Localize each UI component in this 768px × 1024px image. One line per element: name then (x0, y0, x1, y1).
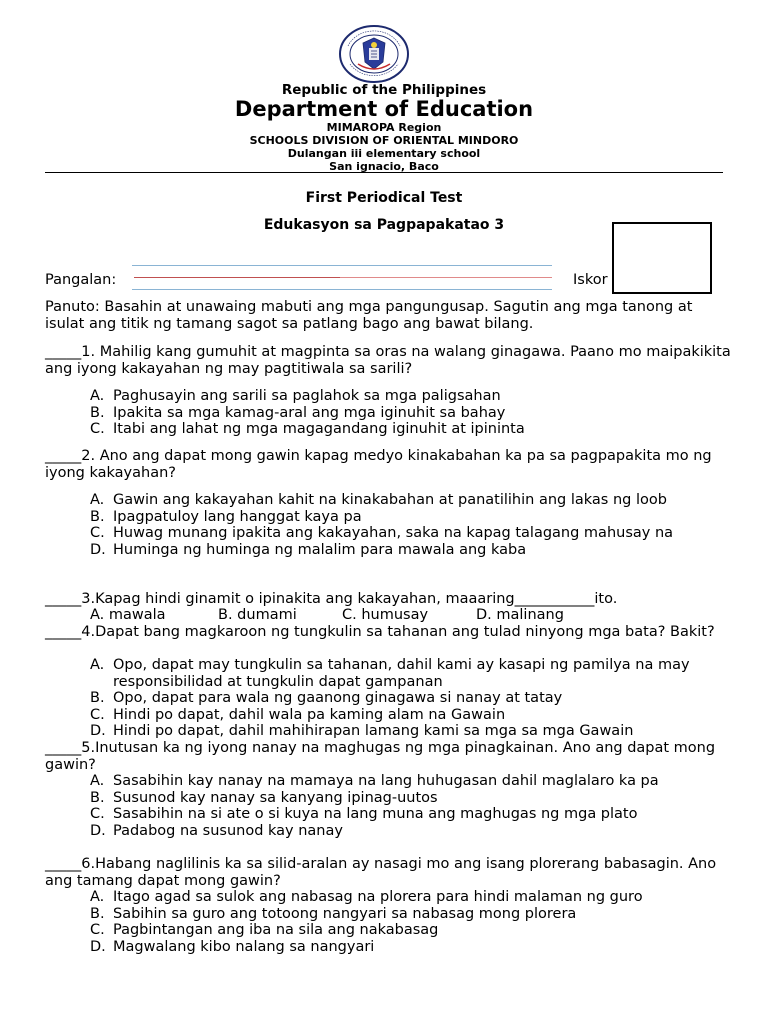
choice-text: Huwag munang ipakita ang kakayahan, saka na kapag talagang mahusay na (113, 525, 674, 541)
question-6-choices (90, 889, 730, 955)
choice-item (90, 607, 218, 624)
question-4: _____4.Dapat bang magkaroon ng tungkulin sa tahanan ang tulad ninyong mga bata? Bakit? (45, 624, 715, 640)
choice-item (90, 542, 730, 559)
choice-item (476, 607, 564, 624)
choice-text: Itabi ang lahat ng mga magagandang iginuhit at ipininta (113, 421, 525, 437)
choice-letter: D. (90, 723, 106, 739)
name-label: Pangalan: (45, 272, 117, 288)
question-5-choices (90, 773, 730, 839)
choice-letter: B. (90, 905, 105, 922)
choice-item (90, 525, 730, 542)
choice-letter: B. (218, 607, 233, 623)
choice-item (90, 388, 730, 405)
choice-item (90, 823, 730, 840)
deped-seal-logo (338, 24, 410, 84)
republic-heading: Republic of the Philippines (281, 82, 487, 98)
question-1-choices (90, 388, 730, 438)
question-2-choices (90, 492, 730, 558)
choice-letter: C. (90, 806, 105, 822)
choice-letter: C. (90, 421, 105, 437)
choice-letter: B. (90, 508, 105, 525)
question-4-choices (90, 657, 730, 740)
choice-text: Opo, dapat may tungkulin sa tahanan, dahil kami ay kasapi ng pamilya na may responsibilidad at tungkulin dapat gampanan (113, 657, 690, 690)
choice-letter: C. (90, 922, 105, 938)
choice-text: dumami (237, 607, 297, 623)
choice-letter: C. (90, 706, 105, 723)
name-line-mid-accent (134, 277, 340, 278)
choice-item (90, 707, 730, 724)
choice-text: Huminga ng huminga ng malalim para mawala ang kaba (113, 541, 527, 558)
subject-title: Edukasyon sa Pagpapakatao 3 (263, 217, 505, 233)
choice-item (90, 939, 730, 956)
choice-item (90, 657, 730, 690)
choice-letter: B. (90, 789, 105, 806)
choice-letter: B. (90, 690, 105, 706)
choice-item (90, 421, 730, 438)
choice-letter: A. (90, 388, 105, 404)
choice-text: Padabog na susunod kay nanay (113, 822, 343, 839)
choice-item (342, 607, 476, 624)
choice-letter: A. (90, 607, 105, 623)
choice-text: Sabihin sa guro ang totoong nangyari sa nabasag mong plorera (113, 905, 577, 922)
choice-letter: A. (90, 492, 105, 508)
choice-text: Susunod kay nanay sa kanyang ipinag-uutos (113, 789, 438, 806)
question-3-choices (90, 607, 564, 624)
choice-text: Gawin ang kakayahan kahit na kinakabahan at panatilihin ang lakas ng loob (113, 492, 667, 508)
score-label: Iskor (573, 272, 608, 288)
division-heading: SCHOOLS DIVISION OF ORIENTAL MINDORO (249, 134, 519, 147)
choice-text: Paghusayin ang sarili sa paglahok sa mga paligsahan (113, 388, 501, 404)
score-box (612, 222, 712, 294)
choice-letter: C. (90, 525, 105, 541)
choice-item (90, 806, 730, 823)
question-1: _____1. Mahilig kang gumuhit at magpinta sa oras na walang ginagawa. Paano mo maipakikita ang iyong kakayahan ng may pagtitiwala sa sarili? (45, 344, 731, 377)
choice-item (90, 509, 730, 526)
choice-item (90, 906, 730, 923)
choice-text: mawala (108, 607, 166, 623)
question-3: _____3.Kapag hindi ginamit o ipinakita ang kakayahan, maaaring___________ito. (45, 591, 618, 607)
choice-text: Opo, dapat para wala ng gaanong ginagawa si nanay at tatay (113, 690, 563, 706)
department-heading: Department of Education (234, 97, 534, 121)
name-line-top (132, 265, 552, 266)
choice-text: Ipagpatuloy lang hanggat kaya pa (113, 508, 362, 525)
school-heading: Dulangan iii elementary school (287, 147, 481, 160)
header-divider (45, 172, 723, 173)
choice-item (90, 492, 730, 509)
choice-item (90, 773, 730, 790)
choice-letter: A. (90, 889, 105, 905)
choice-text: humusay (361, 607, 429, 623)
choice-letter: D. (90, 541, 106, 558)
question-6: _____6.Habang naglilinis ka sa silid-aralan ay nasagi mo ang isang plorerang babasagin. Ano ang tamang dapat mong gawin? (45, 856, 717, 889)
choice-item (218, 607, 342, 624)
choice-item (90, 889, 730, 906)
choice-text: Itago agad sa sulok ang nabasag na plorera para hindi malaman ng guro (113, 889, 643, 905)
address-heading: San ignacio, Baco (329, 160, 439, 173)
choice-letter: A. (90, 773, 105, 789)
question-5: _____5.Inutusan ka ng iyong nanay na maghugas ng mga pinagkainan. Ano ang dapat mong gawin? (45, 740, 716, 773)
choice-letter: D. (90, 938, 106, 955)
choice-letter: B. (90, 404, 105, 421)
choice-item (90, 922, 730, 939)
choice-text: Pagbintangan ang iba na sila ang nakabasag (113, 922, 439, 938)
choice-item (90, 690, 730, 707)
choice-letter: D. (90, 822, 106, 839)
choice-text: Hindi po dapat, dahil wala pa kaming alam na Gawain (113, 706, 506, 723)
choice-text: malinang (496, 607, 564, 623)
choice-text: Hindi po dapat, dahil mahihirapan lamang kami sa mga sa mga Gawain (113, 723, 634, 739)
choice-text: Ipakita sa mga kamag-aral ang mga iginuhit sa bahay (113, 404, 506, 421)
region-heading: MIMAROPA Region (326, 121, 442, 134)
choice-letter: C. (342, 607, 357, 623)
instructions: Panuto: Basahin at unawaing mabuti ang mga pangungusap. Sagutin ang mga tanong at isulat ang titik ng tamang sagot sa patlang bago ang bawat bilang. (45, 299, 693, 332)
name-line-bottom (132, 289, 552, 290)
choice-item (90, 405, 730, 422)
question-2: _____2. Ano ang dapat mong gawin kapag medyo kinakabahan ka pa sa pagpapakita mo ng iyong kakayahan? (45, 448, 712, 481)
test-title: First Periodical Test (305, 190, 463, 206)
choice-letter: A. (90, 657, 105, 673)
choice-item (90, 790, 730, 807)
choice-text: Magwalang kibo nalang sa nangyari (113, 938, 375, 955)
choice-item (90, 723, 730, 740)
choice-text: Sasabihin na si ate o si kuya na lang muna ang maghugas ng mga plato (113, 806, 638, 822)
choice-text: Sasabihin kay nanay na mamaya na lang huhugasan dahil maglalaro ka pa (113, 773, 659, 789)
choice-letter: D. (476, 607, 492, 623)
